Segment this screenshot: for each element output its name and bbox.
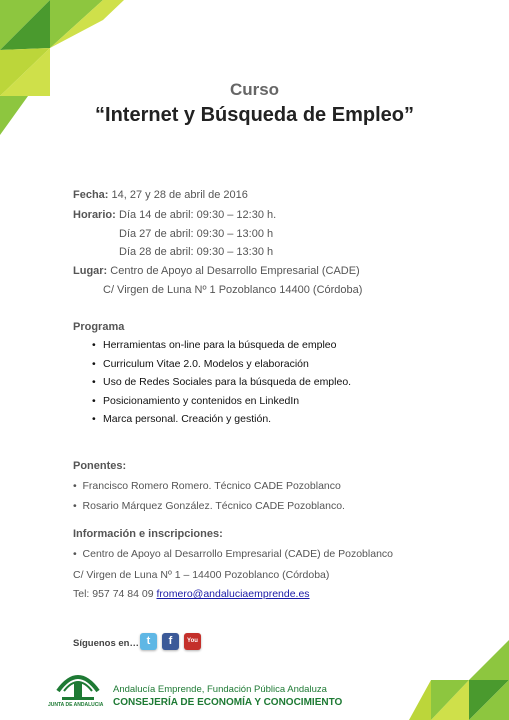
programa-title: Programa xyxy=(73,321,125,333)
list-item-text: Marca personal. Creación y gestión. xyxy=(103,413,272,425)
lugar-address: C/ Virgen de Luna Nº 1 Pozoblanco 14400 (Córdoba) xyxy=(103,284,363,296)
list-item xyxy=(92,357,351,376)
bullet-icon: • xyxy=(92,394,96,407)
horario-label: Horario: xyxy=(73,209,116,221)
info-contact xyxy=(73,588,310,600)
info-address: C/ Virgen de Luna Nº 1 – 14400 Pozoblanco (Córdoba) xyxy=(73,569,330,581)
list-item xyxy=(92,412,351,431)
bullet-icon: • xyxy=(92,413,96,425)
list-item-text: Curriculum Vitae 2.0. Modelos y elaboración xyxy=(103,357,309,370)
lugar-line xyxy=(73,265,360,277)
list-item xyxy=(92,394,351,413)
bullet-icon: • xyxy=(92,357,96,370)
lugar-label: Lugar: xyxy=(73,265,108,277)
bullet-icon: • xyxy=(73,480,83,492)
horario-day: Día 28 de abril xyxy=(119,246,191,258)
email-link[interactable]: fromero@andaluciaemprende.es xyxy=(156,588,310,600)
lugar-value: Centro de Apoyo al Desarrollo Empresarial (CADE) xyxy=(107,265,360,277)
ponente-item xyxy=(73,500,345,512)
junta-logo-text: JUNTA DE ANDALUCIA xyxy=(48,702,104,708)
horario-row xyxy=(119,228,273,240)
list-item-text: Posicionamiento y contenidos en LinkedIn xyxy=(103,394,300,407)
info-title: Información e inscripciones: xyxy=(73,528,223,540)
ponentes-title: Ponentes: xyxy=(73,460,127,472)
horario-row xyxy=(119,209,276,221)
decorative-corner-bottom xyxy=(409,640,509,720)
bullet-icon: • xyxy=(92,339,96,351)
list-item xyxy=(92,375,351,394)
list-item-text: Uso de Redes Sociales para la búsqueda de empleo. xyxy=(103,376,352,388)
ponente-text: Rosario Márquez González. Técnico CADE Pozoblanco. xyxy=(82,500,345,512)
horario-time: : 09:30 – 12:30 h. xyxy=(190,209,277,221)
horario-day: Día 27 de abril xyxy=(119,228,191,240)
twitter-icon[interactable]: t xyxy=(140,633,157,650)
programa-list xyxy=(92,338,351,431)
ponente-item xyxy=(73,480,341,492)
horario-line xyxy=(73,209,116,221)
list-item-text: Herramientas on-line para la búsqueda de empleo xyxy=(103,339,337,351)
course-label: Curso xyxy=(229,80,280,99)
bullet-icon: • xyxy=(73,500,83,512)
horario-time: : 09:30 – 13:30 h xyxy=(190,246,274,258)
footer-line1: Andalucía Emprende, Fundación Pública Andaluza xyxy=(113,684,327,695)
bullet-icon: • xyxy=(73,548,83,560)
fecha-value: 14, 27 y 28 de abril de 2016 xyxy=(108,189,248,201)
footer-line2: CONSEJERÍA DE ECONOMÍA Y CONOCIMIENTO xyxy=(113,697,343,708)
course-title: “Internet y Búsqueda de Empleo” xyxy=(95,104,414,126)
fecha-label: Fecha: xyxy=(73,189,109,201)
social-label: Síguenos en… xyxy=(73,638,139,649)
info-line-text: Centro de Apoyo al Desarrollo Empresarial (CADE) de Pozoblanco xyxy=(82,548,393,560)
list-item xyxy=(92,338,351,357)
ponente-text: Francisco Romero Romero. Técnico CADE Pozoblanco xyxy=(82,480,341,492)
horario-time: : 09:30 – 13:00 h xyxy=(190,228,274,240)
fecha-line xyxy=(73,189,248,201)
info-line xyxy=(73,548,393,560)
horario-row xyxy=(119,246,273,258)
facebook-icon[interactable]: f xyxy=(162,633,179,650)
bullet-icon: • xyxy=(92,376,96,388)
youtube-icon[interactable]: You xyxy=(184,633,201,650)
horario-day: Día 14 de abril xyxy=(119,209,191,221)
tel: Tel: 957 74 84 09 xyxy=(73,588,157,600)
